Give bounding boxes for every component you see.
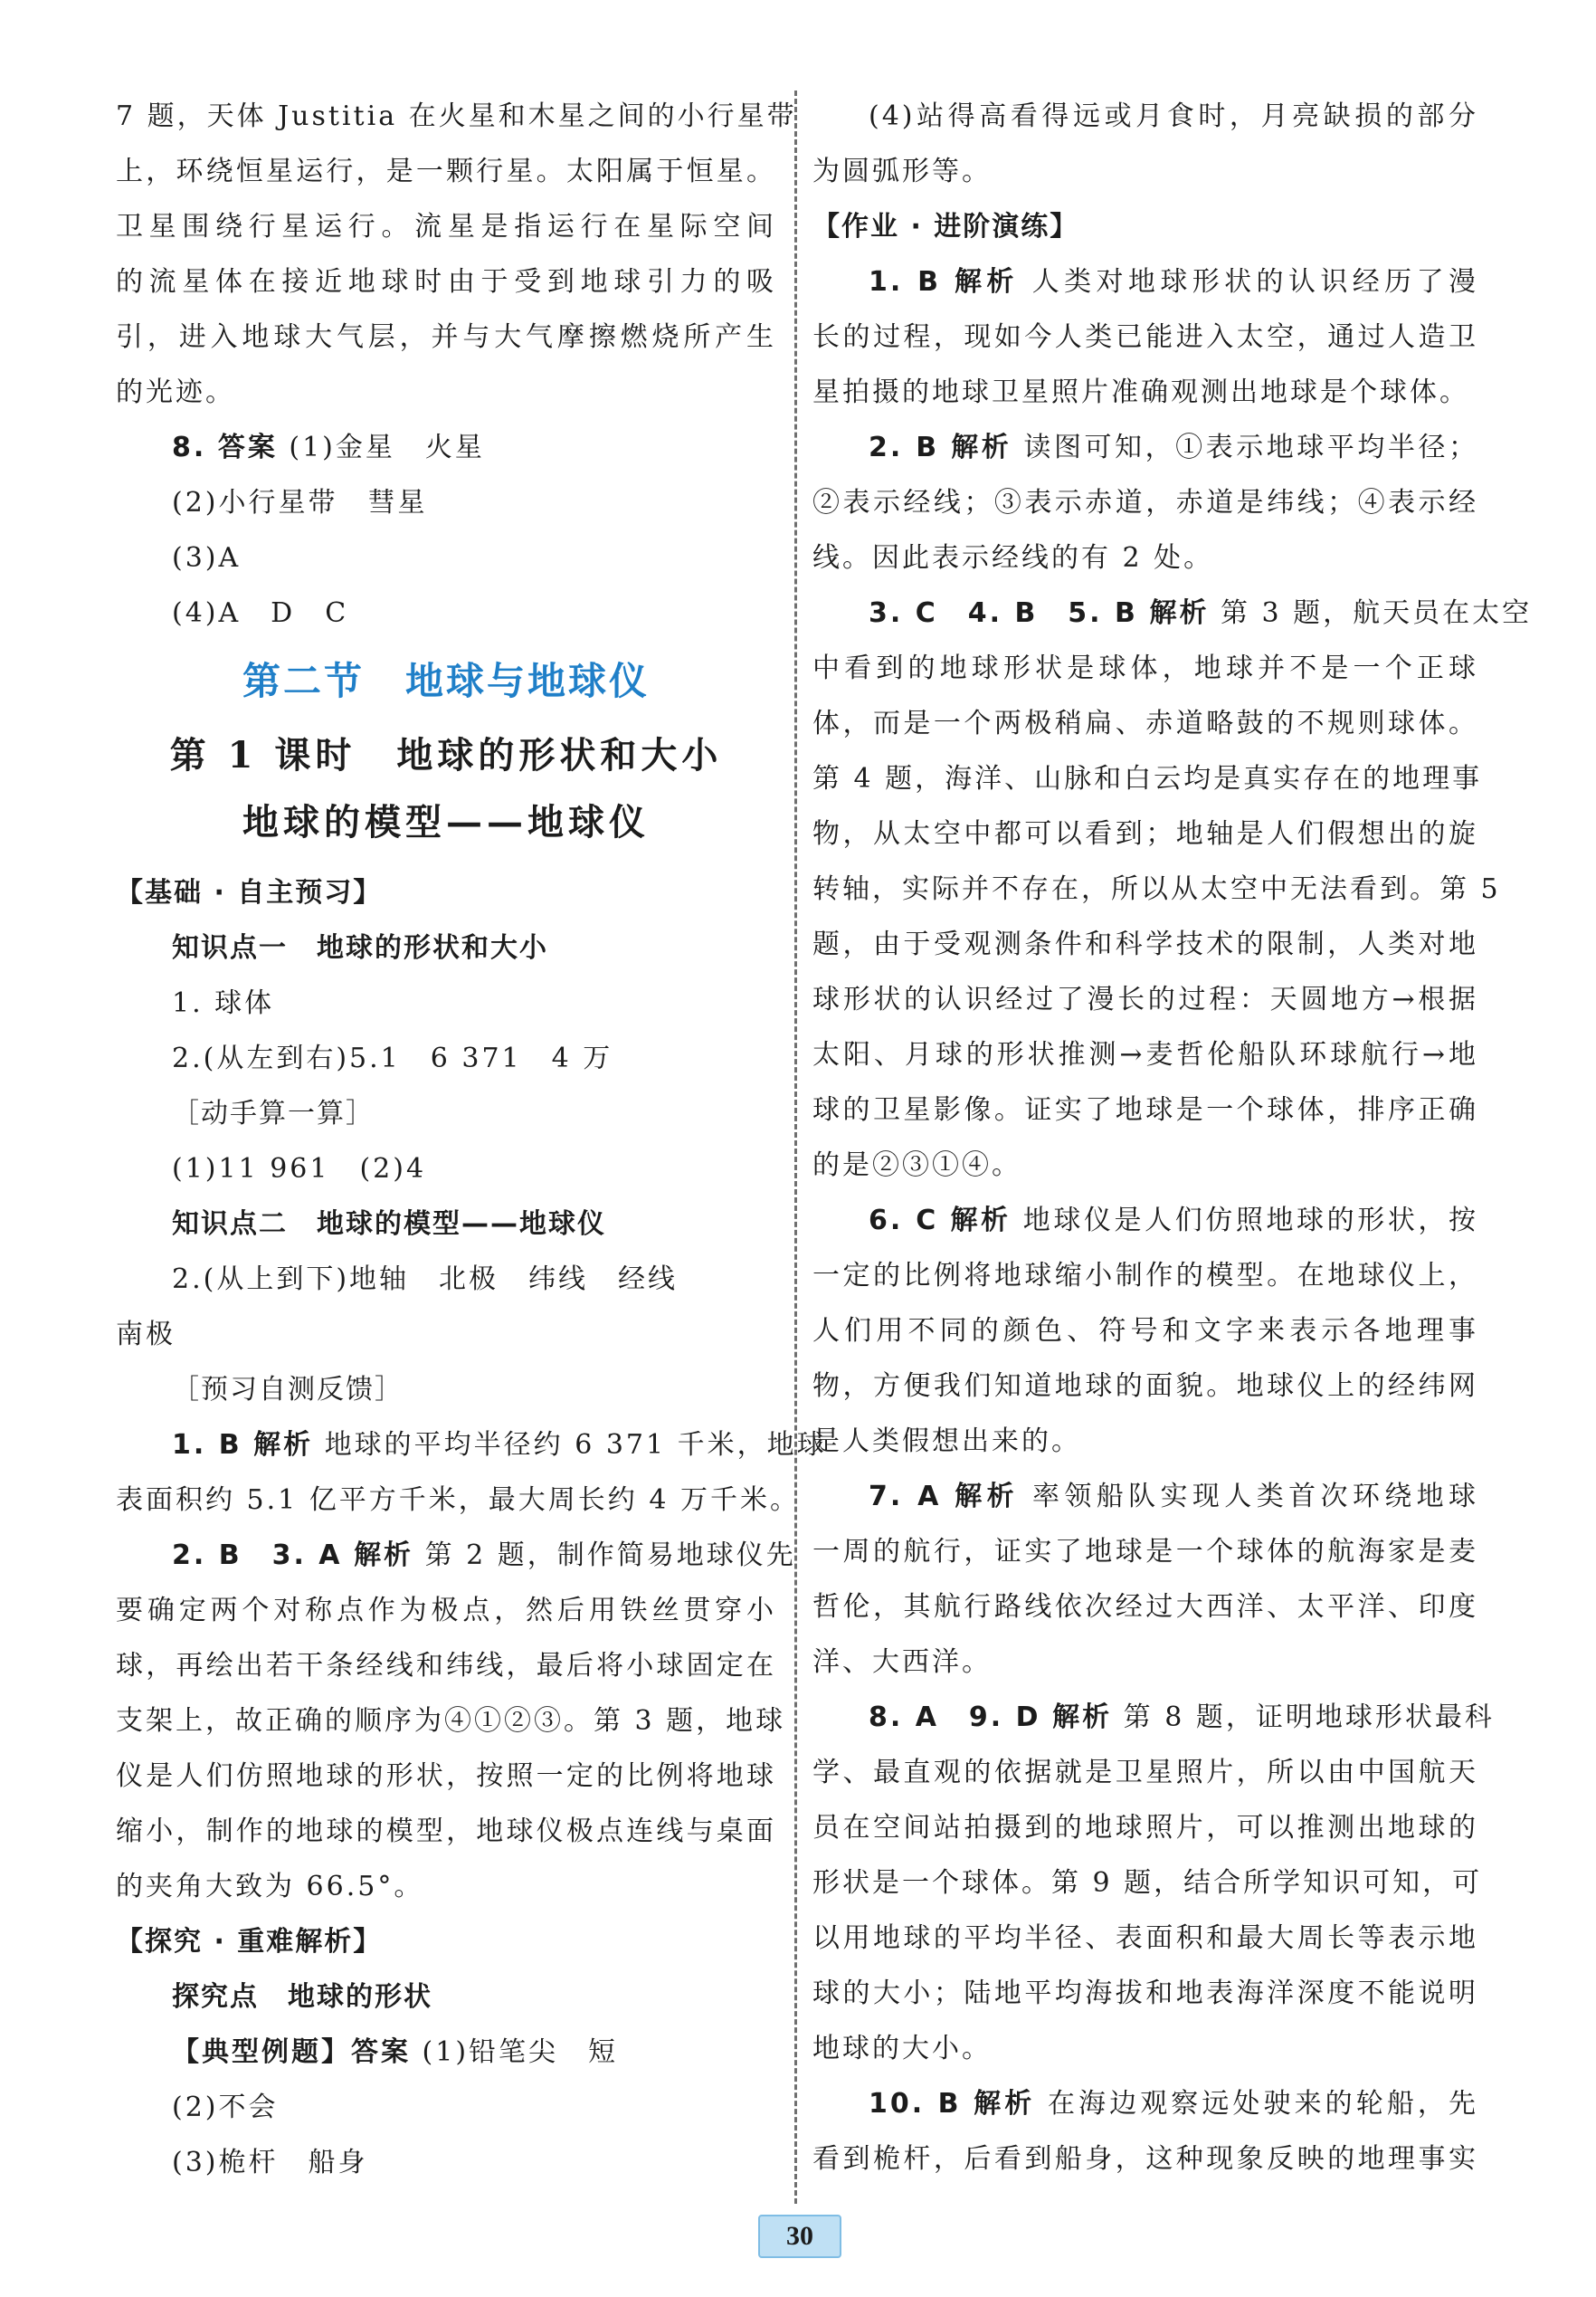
answer-key: 10. B — [869, 2088, 962, 2120]
text-line: 地球的大小。 — [812, 2033, 992, 2064]
text-line: ②表示经线；③表示赤道，赤道是纬线；④表示经 — [812, 487, 1478, 519]
text-line: 仪是人们仿照地球的形状，按照一定的比例将地球 — [116, 1760, 776, 1792]
text-line: 第 4 题，海洋、山脉和白云均是真实存在的地理事 — [812, 763, 1483, 795]
text-line: 球的卫星影像。证实了地球是一个球体，排序正确 — [812, 1094, 1478, 1126]
text-line: 哲伦，其航行路线依次经过大西洋、太平洋、印度 — [812, 1591, 1478, 1623]
homework-6 — [812, 1193, 1478, 1248]
analysis-text: 读图可知，①表示地球平均半径； — [1023, 432, 1479, 463]
example-line: (2)不会 — [172, 2092, 279, 2123]
knowledge-point-2: 知识点二 地球的模型——地球仪 — [172, 1208, 606, 1240]
analysis-label: 解析 — [955, 1481, 1020, 1512]
text-line: 为圆弧形等。 — [812, 156, 992, 187]
text-line: 物，方便我们知道地球的面貌。地球仪上的经纬网 — [812, 1370, 1478, 1402]
homework-10 — [812, 2076, 1478, 2131]
example-line: (3)桅杆 船身 — [172, 2147, 368, 2178]
text-line: 球，再绘出若干条经线和纬线，最后将小球固定在 — [116, 1650, 776, 1682]
basic-header: 【基础 · 自主预习】 — [116, 877, 383, 909]
analysis-label: 解析 — [950, 1205, 1012, 1236]
explore-header: 【探究 · 重难解析】 — [116, 1926, 383, 1958]
text-line: 洋、大西洋。 — [812, 1646, 992, 1678]
text-line: 要确定两个对称点作为极点，然后用铁丝贯穿小 — [116, 1595, 776, 1626]
q8-line: (3)A — [172, 542, 242, 574]
explore-point: 探究点 地球的形状 — [172, 1981, 432, 2013]
analysis-label: 解析 — [1052, 1701, 1113, 1733]
analysis-text: 地球仪是人们仿照地球的形状，按 — [1022, 1205, 1478, 1236]
lesson-title: 第 1 课时 地球的形状和大小 — [169, 734, 723, 777]
answer-key: 8. A 9. D — [869, 1701, 1041, 1733]
analysis-text: 第 2 题，制作简易地球仪先 — [424, 1539, 796, 1571]
example-answer — [116, 2025, 776, 2080]
analysis-text: 第 8 题，证明地球形状最科 — [1123, 1701, 1495, 1733]
text-line: 球的大小；陆地平均海拔和地表海洋深度不能说明 — [812, 1978, 1478, 2009]
example-label: 【典型例题】答案 — [172, 2036, 411, 2068]
analysis-text: 第 3 题，航天员在太空 — [1221, 597, 1533, 629]
q8-num: 8. — [172, 432, 207, 463]
answer-key: 1. B — [172, 1429, 242, 1461]
homework-7 — [812, 1469, 1478, 1524]
feedback-1 — [116, 1417, 827, 1473]
analysis-label: 解析 — [1149, 597, 1210, 629]
text-line: 员在空间站拍摄到的地球照片，可以推测出地球的 — [812, 1812, 1478, 1844]
homework-1 — [812, 254, 1478, 310]
text-line: 物，从太空中都可以看到；地轴是人们假想出的旋 — [812, 818, 1478, 850]
text-line: 卫星围绕行星运行。流星是指运行在星际空间 — [116, 211, 776, 243]
text-line: 支架上，故正确的顺序为④①②③。第 3 题，地球 — [116, 1705, 786, 1737]
column-divider — [794, 91, 797, 2204]
text-line: 形状是一个球体。第 9 题，结合所学知识可知，可 — [812, 1867, 1483, 1899]
analysis-label: 解析 — [354, 1539, 414, 1571]
example-line: (1)铅笔尖 短 — [422, 2036, 619, 2068]
answer-key: 2. B 3. A — [172, 1539, 343, 1571]
text-line: 题，由于受观测条件和科学技术的限制，人类对地 — [812, 929, 1478, 960]
analysis-text: 率领船队实现人类首次环绕地球 — [1031, 1481, 1479, 1512]
analysis-label: 解析 — [951, 432, 1012, 463]
text-line: 引，进入地球大气层，并与大气摩擦燃烧所产生 — [116, 321, 776, 353]
text-line: 的夹角大致为 66.5°。 — [116, 1871, 424, 1902]
text-line: 的是②③①④。 — [812, 1149, 1021, 1181]
analysis-text: 地球的平均半径约 6 371 千米，地球 — [324, 1429, 827, 1461]
kp1-item-1: 1. 球体 — [172, 987, 275, 1019]
kp2-line: 南极 — [116, 1319, 176, 1350]
right-column — [812, 89, 1533, 2187]
answer-key: 1. B — [869, 266, 941, 298]
homework-8-9 — [812, 1690, 1495, 1745]
homework-2 — [812, 420, 1478, 475]
text-line: 是人类假想出来的。 — [812, 1425, 1081, 1457]
text-line: 中看到的地球形状是球体，地球并不是一个正球 — [812, 653, 1478, 684]
text-line: 人们用不同的颜色、符号和文字来表示各地理事 — [812, 1315, 1478, 1347]
left-column — [116, 89, 827, 2190]
feedback-2-3 — [116, 1528, 796, 1583]
calc-answer: (1)11 961 (2)4 — [172, 1153, 427, 1185]
analysis-label: 解析 — [253, 1429, 314, 1461]
text-line: 长的过程，现如今人类已能进入太空，通过人造卫 — [812, 321, 1478, 353]
answer-key: 3. C 4. B 5. B — [869, 597, 1138, 629]
answer-key: 2. B — [869, 432, 940, 463]
feedback-header: ［预习自测反馈］ — [172, 1374, 404, 1406]
q8-line: (4)A D C — [172, 597, 349, 629]
homework-3-5 — [812, 586, 1533, 641]
kp1-item-2: 2.(从左到右)5.1 6 371 4 万 — [172, 1043, 613, 1074]
text-line: 缩小，制作的地球的模型，地球仪极点连线与桌面 — [116, 1816, 776, 1847]
text-line: 一定的比例将地球缩小制作的模型。在地球仪上， — [812, 1260, 1478, 1291]
lesson-subtitle: 地球的模型——地球仪 — [242, 801, 650, 844]
text-line: 上，环绕恒星运行，是一颗行星。太阳属于恒星。 — [116, 156, 776, 187]
answer-key: 6. C — [869, 1205, 939, 1236]
kp2-line: 2.(从上到下)地轴 北极 纬线 经线 — [172, 1263, 679, 1295]
analysis-text: 在海边观察远处驶来的轮船，先 — [1047, 2088, 1479, 2120]
text-line: 以用地球的平均半径、表面积和最大周长等表示地 — [812, 1922, 1478, 1954]
text-line: 的光迹。 — [116, 376, 235, 408]
text-line: 表面积约 5.1 亿平方千米，最大周长约 4 万千米。 — [116, 1484, 800, 1516]
text-line: 一周的航行，证实了地球是一个球体的航海家是麦 — [812, 1536, 1478, 1568]
page-number: 30 — [758, 2215, 841, 2258]
section-title: 第二节 地球与地球仪 — [242, 659, 650, 703]
q8-line: (1)金星 火星 — [289, 432, 485, 463]
analysis-label: 解析 — [974, 2088, 1036, 2120]
text-line: 7 题，天体 Justitia 在火星和木星之间的小行星带 — [116, 100, 797, 132]
text-line: 看到桅杆，后看到船身，这种现象反映的地理事实 — [812, 2143, 1478, 2175]
analysis-label: 解析 — [954, 266, 1019, 298]
text-line: 球形状的认识经过了漫长的过程：天圆地方→根据 — [812, 984, 1478, 1015]
answer-key: 7. A — [869, 1481, 942, 1512]
analysis-text: 人类对地球形状的认识经历了漫 — [1031, 266, 1478, 298]
text-line: 体，而是一个两极稍扁、赤道略鼓的不规则球体。 — [812, 708, 1478, 739]
text-line: 太阳、月球的形状推测→麦哲伦船队环球航行→地 — [812, 1039, 1478, 1071]
q8-line: (2)小行星带 彗星 — [172, 487, 428, 519]
text-line: 的流星体在接近地球时由于受到地球引力的吸 — [116, 266, 776, 298]
homework-header: 【作业 · 进阶演练】 — [812, 211, 1079, 243]
knowledge-point-1: 知识点一 地球的形状和大小 — [172, 932, 548, 964]
calc-header: ［动手算一算］ — [172, 1098, 375, 1129]
q8-label: 答案 — [217, 432, 278, 463]
text-line: 星拍摄的地球卫星照片准确观测出地球是个球体。 — [812, 376, 1469, 408]
text-line: 学、最直观的依据就是卫星照片，所以由中国航天 — [812, 1757, 1478, 1788]
text-line: 线。因此表示经线的有 2 处。 — [812, 542, 1214, 574]
text-line: (4)站得高看得远或月食时，月亮缺损的部分 — [869, 100, 1478, 132]
text-line: 转轴，实际并不存在，所以从太空中无法看到。第 5 — [812, 873, 1501, 905]
q8-answer — [116, 420, 776, 475]
